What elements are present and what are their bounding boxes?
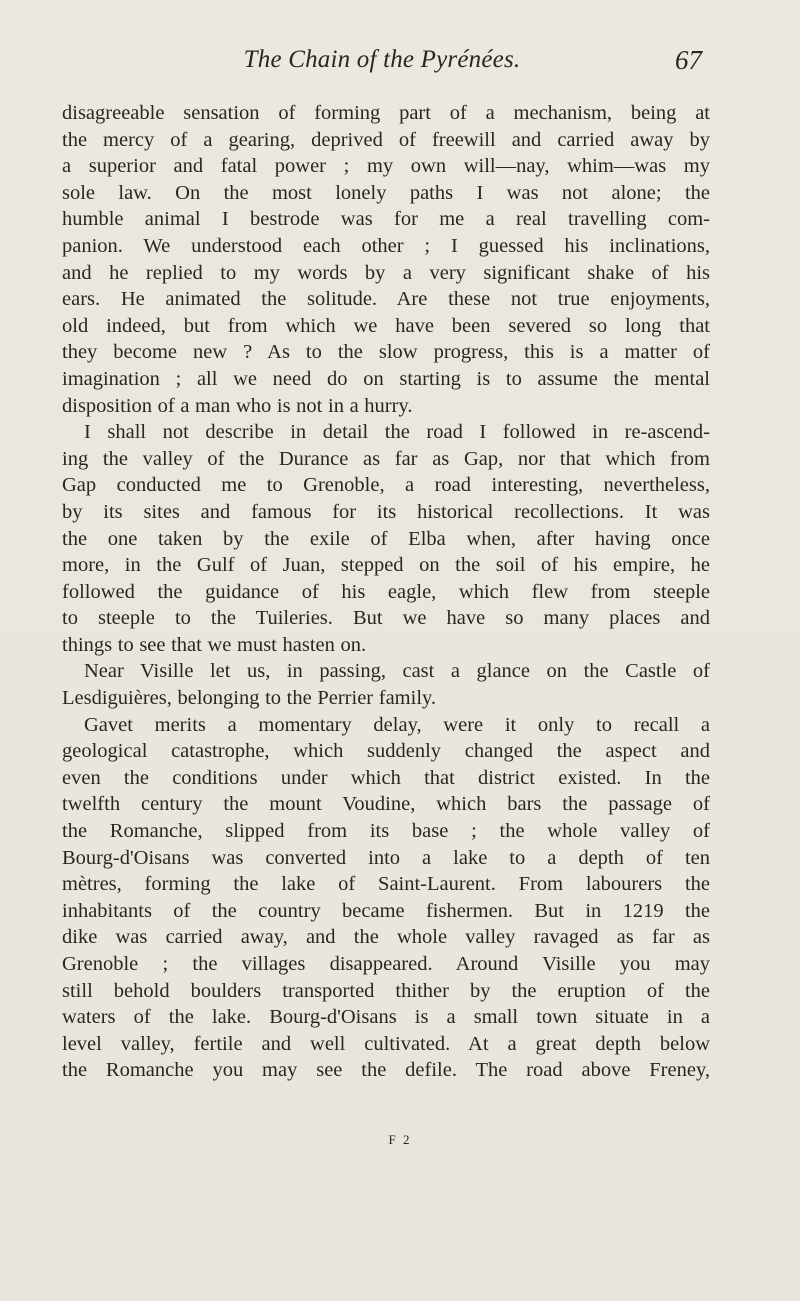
page-number: 67 [675,45,702,75]
text-line: more, in the Gulf of Juan, stepped on the soil of his empire, he [62,554,710,577]
text-line: the Romanche you may see the defile. The road above Freney, [62,1059,710,1082]
text-line: mètres, forming the lake of Saint-Laurent. From labourers the [62,873,710,896]
running-title: The Chain of the Pyrénées. [243,46,521,73]
text-line: to steeple to the Tuileries. But we have so many places and [62,607,710,630]
running-head [62,40,702,80]
text-line: they become new ? As to the slow progress, this is a matter of [62,341,710,364]
text-line: Gap conducted me to Grenoble, a road interesting, nevertheless, [62,474,710,497]
text-line: humble animal I bestrode was for me a real travelling com- [62,208,710,231]
signature-mark: F 2 [388,1132,412,1147]
text-line: followed the guidance of his eagle, which flew from steeple [62,580,710,603]
text-line: level valley, fertile and well cultivated. At a great depth below [62,1032,710,1055]
text-line: Grenoble ; the villages disappeared. Around Visille you may [62,953,710,975]
text-line: sole law. On the most lonely paths I was not alone; the [62,181,710,204]
text-line: a superior and fatal power ; my own will—nay, whim—was my [62,155,710,178]
text-line: twelfth century the mount Voudine, which bars the passage of [62,793,710,816]
text-line: by its sites and famous for its historical recollections. It was [62,500,710,523]
text-line: ears. He animated the solitude. Are these not true enjoyments, [62,288,710,311]
text-line: Gavet merits a momentary delay, were it only to recall a [84,713,710,736]
text-line: and he replied to my words by a very significant shake of his [62,261,710,284]
text-line: Bourg-d'Oisans was converted into a lake to a depth of ten [62,846,710,869]
text-line: imagination ; all we need do on starting is to assume the mental [62,367,710,390]
text-line: still behold boulders transported thither by the eruption of the [62,979,710,1002]
text-line: things to see that we must hasten on. [62,633,367,656]
text-line: ing the valley of the Durance as far as Gap, nor that which from [62,447,710,470]
text-line: geological catastrophe, which suddenly changed the aspect and [62,740,710,763]
text-line: the Romanche, slipped from its base ; the whole valley of [62,820,710,843]
text-line: old indeed, but from which we have been severed so long that [62,314,710,337]
text-line: dike was carried away, and the whole valley ravaged as far as [62,926,710,949]
text-line: disposition of a man who is not in a hurry. [62,394,413,417]
text-line: disagreeable sensation of forming part of a mechanism, being at [62,102,710,124]
text-line: inhabitants of the country became fishermen. But in 1219 the [62,899,710,922]
text-line: panion. We understood each other ; I guessed his inclinations, [62,234,710,257]
text-line: the mercy of a gearing, deprived of freewill and carried away by [62,128,710,151]
text-line: waters of the lake. Bourg-d'Oisans is a small town situate in a [62,1006,710,1029]
text-line: even the conditions under which that district existed. In the [62,766,710,789]
text-line: Near Visille let us, in passing, cast a glance on the Castle of [84,660,710,683]
text-line: the one taken by the exile of Elba when, after having once [62,527,710,550]
body-text [62,100,710,1084]
text-line: I shall not describe in detail the road I followed in re-ascend- [84,421,710,444]
text-line: Lesdiguières, belonging to the Perrier family. [62,687,437,710]
